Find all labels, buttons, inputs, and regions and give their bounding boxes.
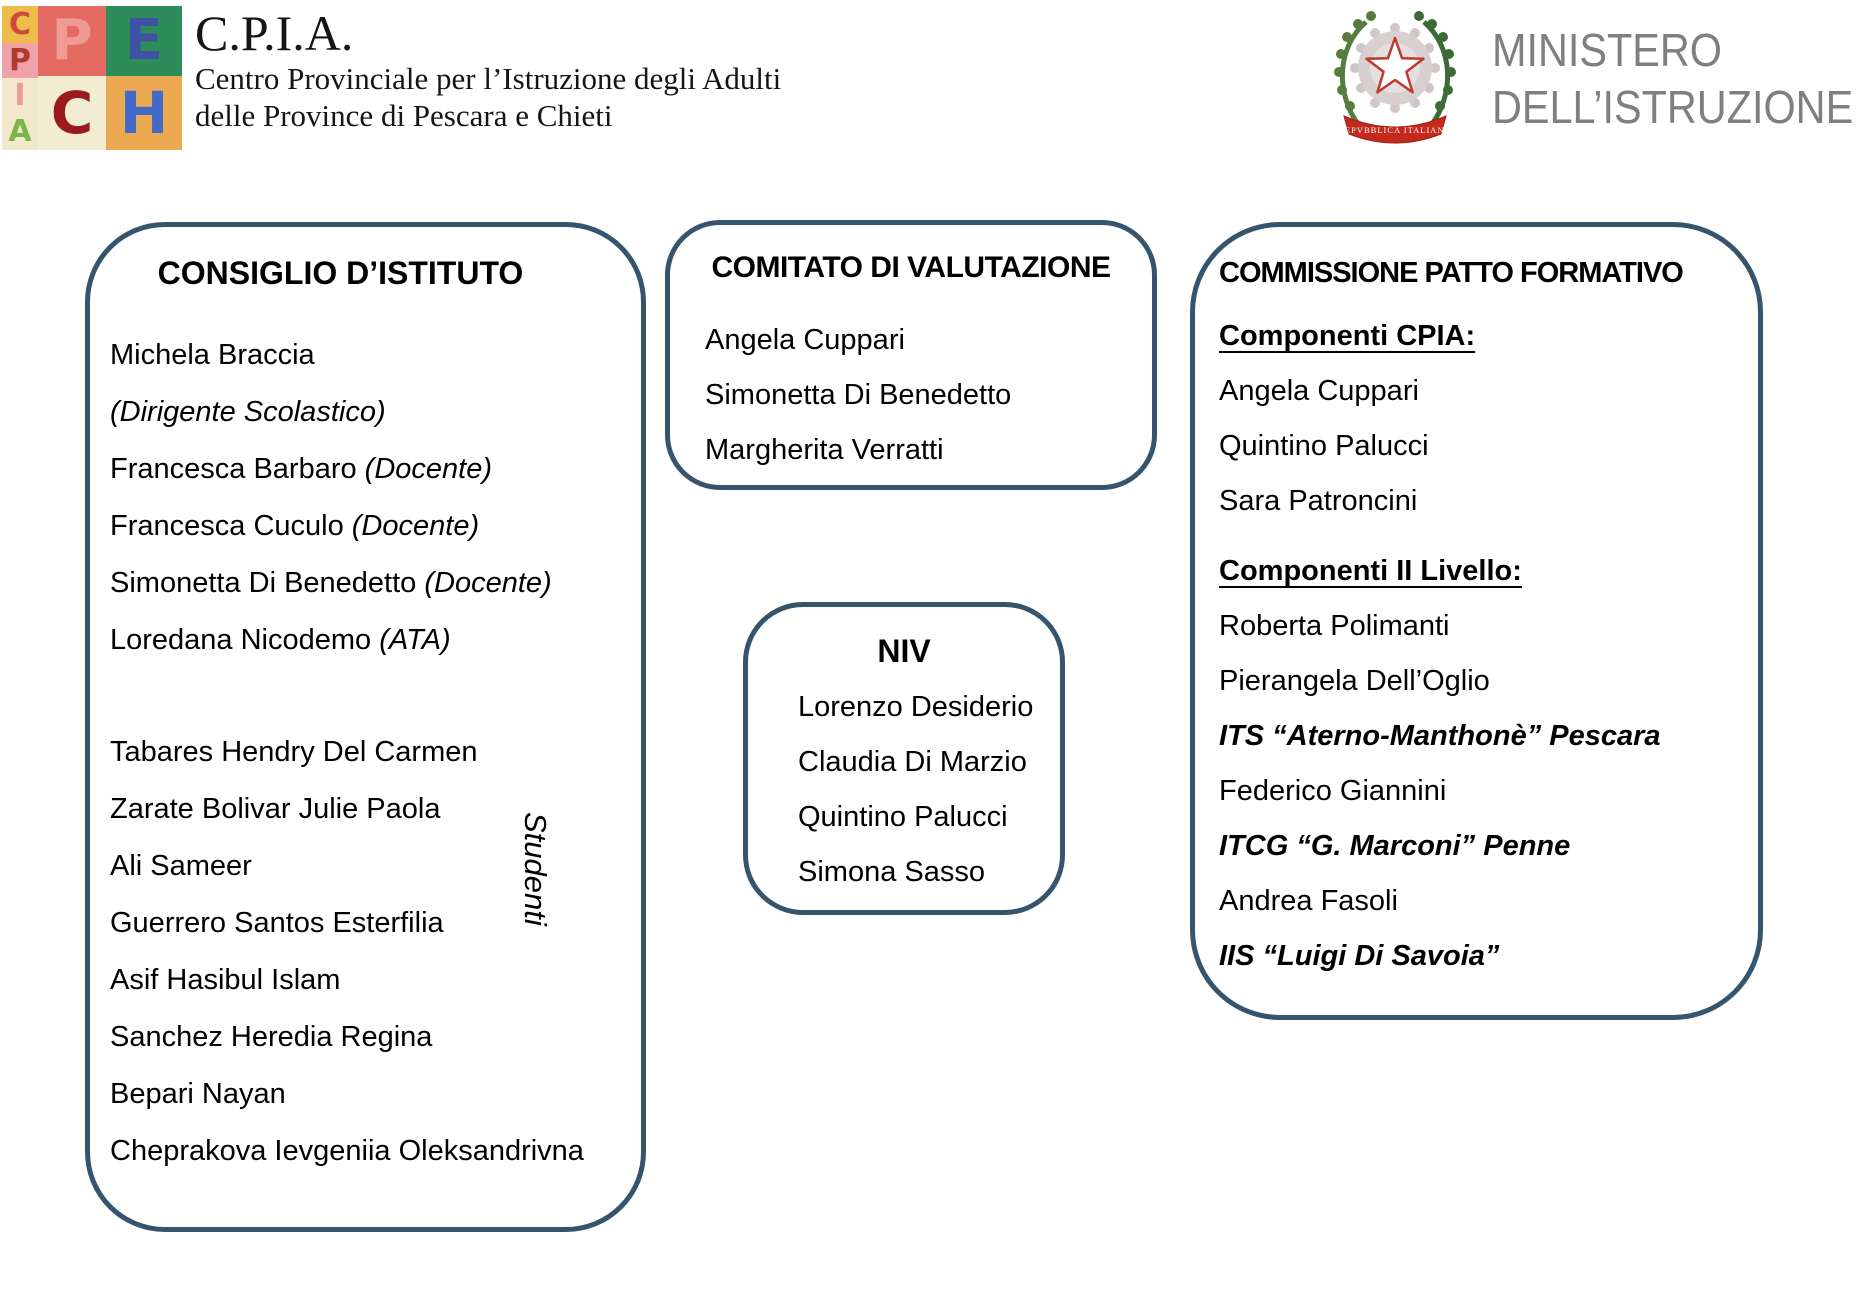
member-row: Federico Giannini [1219,775,1447,807]
emblem-ribbon-text: REPVBBLICA ITALIANA [1338,125,1452,135]
member-name: Loredana Nicodemo [110,624,372,656]
logo-letter-i: I [2,78,38,114]
student-row: Tabares Hendry Del Carmen [110,736,478,768]
student-row: Sanchez Heredia Regina [110,1021,433,1053]
consiglio-members [110,327,552,669]
member-row: Quintino Palucci [1219,430,1429,462]
member-row: Andrea Fasoli [1219,885,1398,917]
logo-letter-c: C [2,6,38,43]
box-comitato-valutazione [665,220,1157,490]
studenti-label: Studenti [518,812,553,926]
student-row: Ali Sameer [110,850,252,882]
consiglio-students [110,724,584,1180]
ministry-name [1492,22,1853,136]
member-row: Quintino Palucci [798,801,1008,833]
member-row [110,441,552,498]
commissione-section-cpia [1219,309,1475,529]
niv-members [798,680,1033,900]
logo-letter-p: P [2,43,38,78]
member-name: Simonetta Di Benedetto [110,567,417,599]
org-name [195,60,781,134]
member-role: (ATA) [371,624,451,656]
member-role: (Docente) [416,567,552,599]
logo-letter-a: A [2,114,38,150]
logo-letter-p: P [38,6,106,76]
member-row: Simonetta Di Benedetto [705,379,1012,411]
member-row [110,555,552,612]
student-row: Asif Hasibul Islam [110,964,341,996]
italy-emblem-icon [1328,6,1462,154]
member-row: Margherita Verratti [705,434,944,466]
member-name: Francesca Barbaro [110,453,357,485]
member-name: Michela Braccia [110,339,315,371]
box-niv [743,602,1065,915]
member-role: (Docente) [356,453,493,485]
org-name-line1: Centro Provinciale per l’Istruzione degli Adulti [195,61,782,96]
member-row: Roberta Polimanti [1219,610,1450,642]
school-row: ITCG “G. Marconi” Penne [1219,830,1571,862]
member-role: (Docente) [343,510,480,542]
ministry-line1: MINISTERO [1492,24,1723,76]
member-row: Angela Cuppari [705,324,905,356]
member-row [110,612,552,669]
org-acronym: C.P.I.A. [195,5,354,61]
logo-letter-e: E [106,6,182,76]
member-row: Sara Patroncini [1219,485,1418,517]
commissione-title: COMMISSIONE PATTO FORMATIVO [1219,257,1683,289]
niv-title: NIV [877,633,931,669]
logo-letter-c: C [38,76,106,150]
commissione-section-ii-livello [1219,544,1661,984]
section-heading: Componenti CPIA: [1219,320,1476,352]
student-row: Cheprakova Ievgeniia Oleksandrivna [110,1135,584,1167]
ministry-line2: DELL’ISTRUZIONE [1492,81,1854,133]
member-row: Angela Cuppari [1219,375,1419,407]
student-row: Guerrero Santos Esterfilia [110,907,444,939]
consiglio-title: CONSIGLIO D’ISTITUTO [157,255,524,291]
cpia-logo [2,6,182,150]
member-name: (Dirigente Scolastico) [110,396,386,428]
section-heading: Componenti II Livello: [1219,555,1522,587]
comitato-title: COMITATO DI VALUTAZIONE [711,251,1111,284]
box-consiglio-istituto [85,222,646,1232]
member-row: Pierangela Dell’Oglio [1219,665,1490,697]
student-row: Bepari Nayan [110,1078,286,1110]
school-row: ITS “Aterno-Manthonè” Pescara [1219,720,1661,752]
member-row [110,498,552,555]
member-row [110,327,552,384]
member-row: Simona Sasso [798,856,985,888]
school-row: IIS “Luigi Di Savoia” [1219,940,1500,972]
member-row: Claudia Di Marzio [798,746,1027,778]
comitato-members [705,313,1011,478]
student-row: Zarate Bolivar Julie Paola [110,793,441,825]
member-row: Lorenzo Desiderio [798,691,1034,723]
member-name: Francesca Cuculo [110,510,344,542]
logo-letter-h: H [106,76,182,150]
member-row [110,384,552,441]
org-name-line2: delle Province di Pescara e Chieti [195,98,613,133]
box-commissione-patto-formativo [1190,222,1763,1020]
